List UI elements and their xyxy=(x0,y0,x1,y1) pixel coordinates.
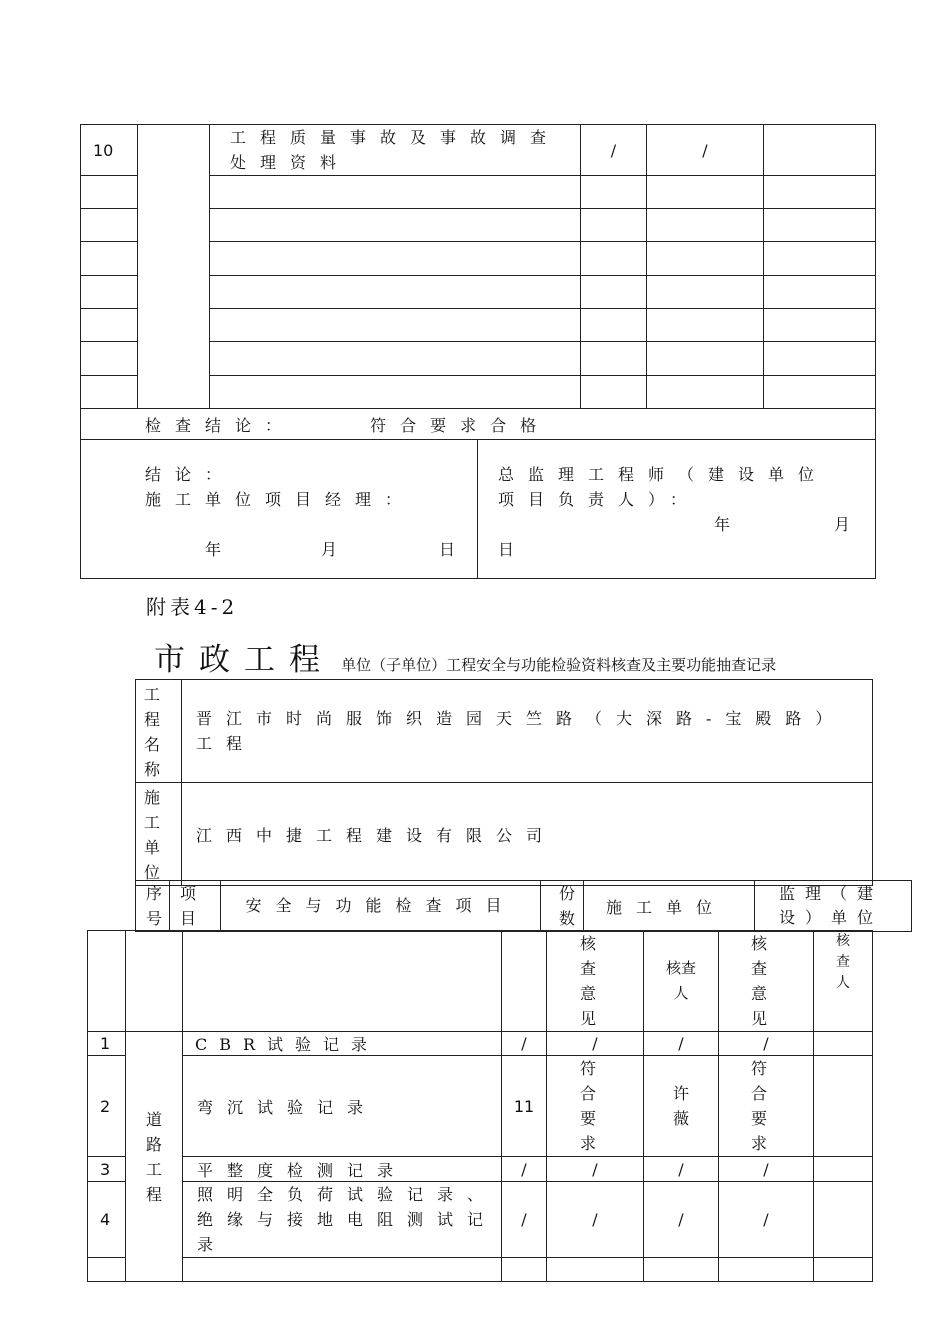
conclusion-label: 检查结论： xyxy=(145,415,296,435)
item-text: 工程质量事故及事故调查处理资料 xyxy=(210,125,581,176)
construction-unit-label-cell xyxy=(136,783,182,886)
table-row: 3 平整度检测记录 / / / / xyxy=(88,1157,873,1182)
table-row: 1 道路工程 CBR试验记录 / / / / xyxy=(88,1032,873,1056)
blank-header xyxy=(183,931,502,1032)
checker-cell xyxy=(764,125,876,176)
function-check-table xyxy=(87,930,873,1282)
construction-unit-header: 施工单位 xyxy=(584,881,755,932)
opinion-cell: / xyxy=(647,125,764,176)
copies-cell: / xyxy=(581,125,647,176)
blank-header xyxy=(126,931,183,1032)
project-name-label-cell xyxy=(136,680,182,783)
appendix-label: 附表4-2 xyxy=(146,595,239,619)
row-number: 10 xyxy=(81,125,138,176)
table-row: 4 照明全负荷试验记录、绝缘与接地电阻测试记录 / / / / xyxy=(88,1182,873,1258)
date-day: 日 xyxy=(498,540,515,559)
chief-supervisor-label: 总监理工程师（建设单位 xyxy=(498,465,829,484)
date-month: 月 xyxy=(321,540,338,559)
project-info-table xyxy=(135,679,873,886)
title-sub: 单位（子单位）工程安全与功能检验资料核查及主要功能抽查记录 xyxy=(341,656,777,674)
supervision-unit-header: 监理（建设）单位 xyxy=(755,881,912,932)
project-manager-label: 施工单位项目经理： xyxy=(145,490,416,509)
blank-header xyxy=(502,931,547,1032)
conclusion-value: 符合要求合格 xyxy=(370,415,551,435)
conclusion-note: 结论： xyxy=(145,465,236,484)
title-main: 市政工程 xyxy=(154,642,334,678)
blank-header xyxy=(88,931,126,1032)
page-title xyxy=(154,634,776,679)
signature-table xyxy=(80,439,876,579)
project-name-value: 晋江市时尚服饰织造园天竺路（大深路-宝殿路）工程 xyxy=(182,680,873,783)
construction-unit-value: 江西中捷工程建设有限公司 xyxy=(182,783,873,886)
inspection-table-top xyxy=(80,124,876,440)
table-row: 2 弯沉试验记录 11 符合要求 许薇 符合要求 xyxy=(88,1056,873,1157)
sup-opinion-header: 核查意见 xyxy=(719,931,814,1032)
group-cell xyxy=(138,125,210,409)
date-day: 日 xyxy=(439,540,456,559)
sup-checker-header: 核查人 xyxy=(814,931,873,1032)
checker-header: 核查人 xyxy=(644,931,719,1032)
copies-header: 份数 xyxy=(541,881,584,932)
road-group-cell: 道路工程 xyxy=(126,1032,183,1282)
date-year: 年 xyxy=(205,540,222,559)
supervisor-sign-cell xyxy=(478,440,876,579)
project-leader-label: 项目负责人）： xyxy=(498,490,701,509)
construction-unit-label: 施工单位 xyxy=(144,788,161,882)
date-month: 月 xyxy=(834,515,851,534)
construction-sign-cell xyxy=(81,440,478,579)
date-year: 年 xyxy=(714,515,731,534)
item-header: 项目 xyxy=(170,881,221,932)
table-row xyxy=(88,1258,873,1282)
conclusion-row xyxy=(81,409,876,440)
column-header-table xyxy=(135,880,912,932)
seq-header: 序号 xyxy=(136,881,170,932)
check-opinion-header: 核查意见 xyxy=(547,931,644,1032)
project-name-label: 工程名称 xyxy=(144,685,161,779)
check-item-header: 安全与功能检查项目 xyxy=(221,881,541,932)
